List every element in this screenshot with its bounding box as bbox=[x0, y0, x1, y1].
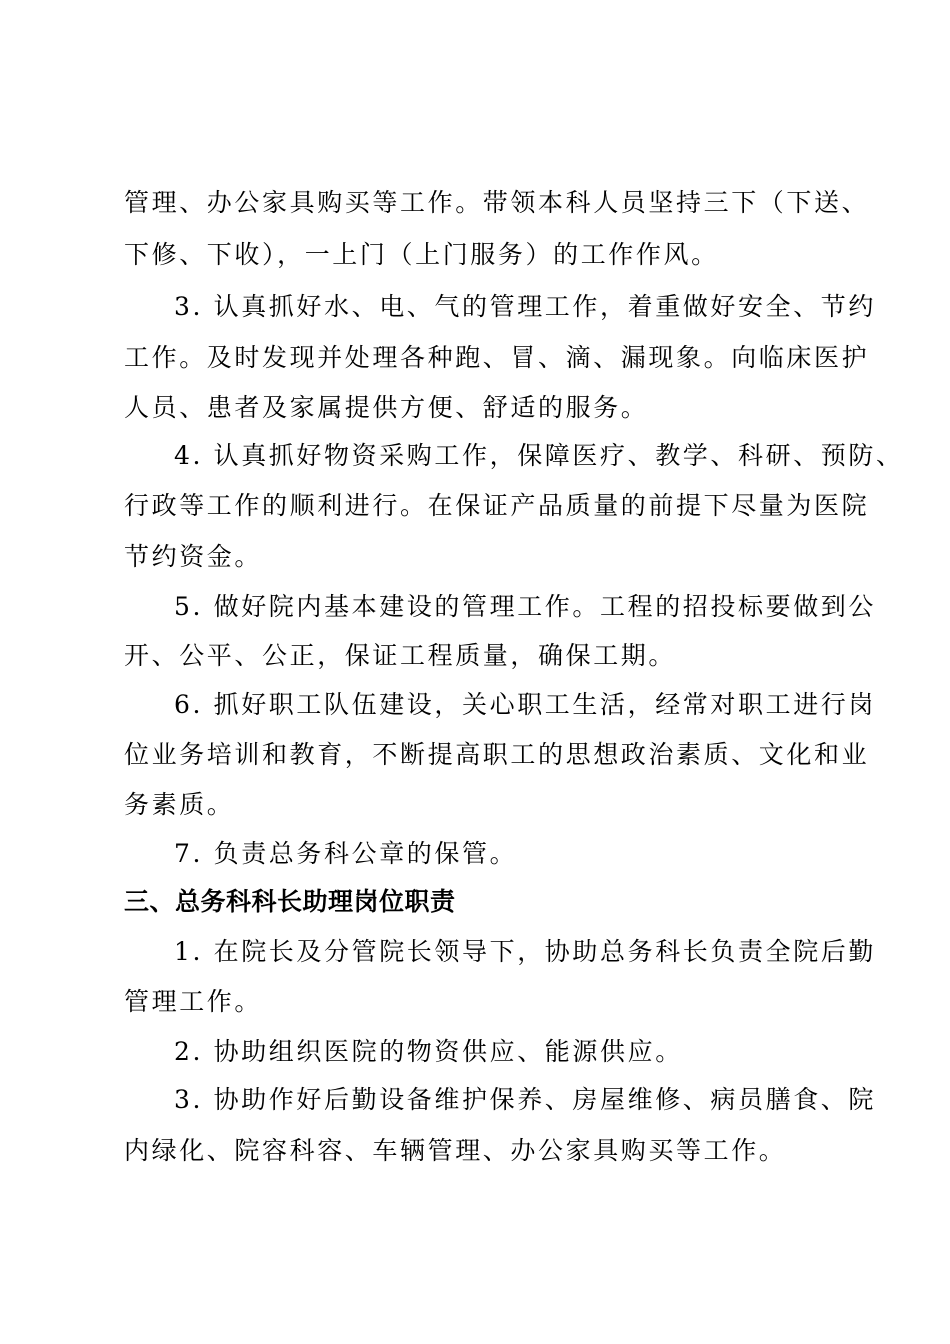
paragraph-line: 1. 在院长及分管院长领导下，协助总务科长负责全院后勤 bbox=[174, 937, 877, 966]
paragraph-line: 5. 做好院内基本建设的管理工作。工程的招投标要做到公 bbox=[174, 592, 877, 621]
paragraph-line: 工作。及时发现并处理各种跑、冒、滴、漏现象。向临床医护 bbox=[124, 343, 870, 372]
paragraph-line: 6. 抓好职工队伍建设，关心职工生活，经常对职工进行岗 bbox=[174, 690, 877, 719]
paragraph-line: 管理、办公家具购买等工作。带领本科人员坚持三下（下送、 bbox=[124, 188, 870, 217]
paragraph-line: 2. 协助组织医院的物资供应、能源供应。 bbox=[174, 1037, 683, 1066]
paragraph-line: 3. 认真抓好水、电、气的管理工作，着重做好安全、节约 bbox=[174, 292, 877, 321]
paragraph-line: 务素质。 bbox=[124, 790, 235, 819]
paragraph-line: 人员、患者及家属提供方便、舒适的服务。 bbox=[124, 393, 649, 422]
paragraph-line: 4. 认真抓好物资采购工作，保障医疗、教学、科研、预防、 bbox=[174, 441, 904, 470]
section-heading: 三、总务科科长助理岗位职责 bbox=[124, 887, 456, 916]
paragraph-line: 开、公平、公正，保证工程质量，确保工期。 bbox=[124, 641, 677, 670]
paragraph-line: 3. 协助作好后勤设备维护保养、房屋维修、病员膳食、院 bbox=[174, 1085, 877, 1114]
paragraph-line: 位业务培训和教育，不断提高职工的思想政治素质、文化和业 bbox=[124, 740, 870, 769]
paragraph-line: 行政等工作的顺利进行。在保证产品质量的前提下尽量为医院 bbox=[124, 491, 870, 520]
paragraph-line: 节约资金。 bbox=[124, 542, 263, 571]
paragraph-line: 内绿化、院容科容、车辆管理、办公家具购买等工作。 bbox=[124, 1136, 787, 1165]
paragraph-line: 下修、下收），一上门（上门服务）的工作作风。 bbox=[124, 240, 719, 269]
paragraph-line: 7. 负责总务科公章的保管。 bbox=[174, 839, 518, 868]
paragraph-line: 管理工作。 bbox=[124, 987, 263, 1016]
